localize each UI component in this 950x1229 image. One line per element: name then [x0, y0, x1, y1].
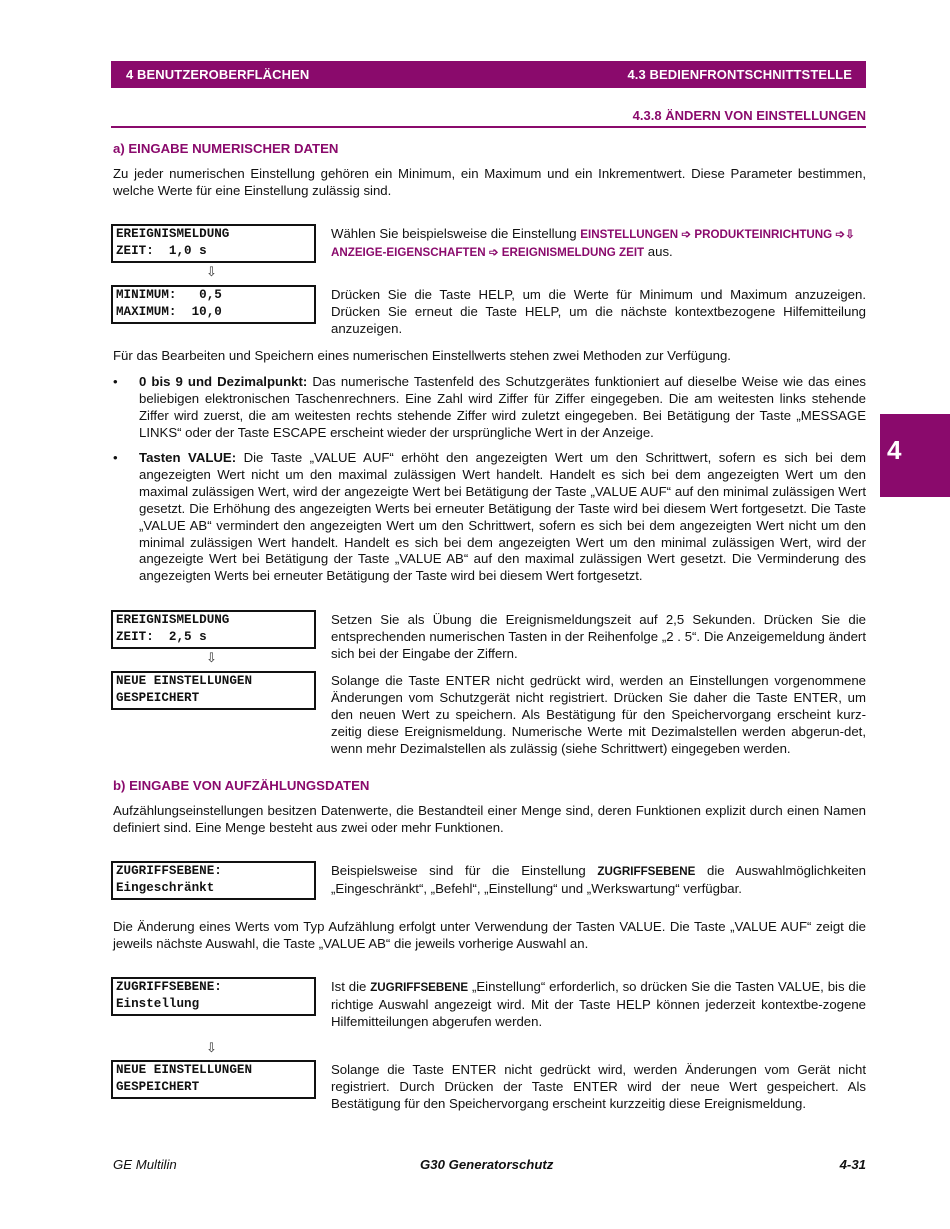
exercise-description: Setzen Sie als Übung die Ereignismeldungszeit auf 2,5 Sekunden. Drücken Sie die entsprechenden numerischen Tasten in der Reihenfolge „2 . 5“. Die Anzeigemeldung ändert sich bei der Eingabe der Ziffern. [331, 612, 866, 661]
lcd-display-access-restricted [111, 861, 316, 900]
lcd-line: NEUE EINSTELLUNGEN [116, 674, 253, 688]
text: die Auswahlmöglichkeiten „Eingeschränkt“, „Befehl“, „Einstellung“ und „Werkswartung“ verfügbar. [331, 863, 866, 896]
enter-description: Solange die Taste ENTER nicht gedrückt wird, werden an Einstellungen vorgenommene Änderungen vom Schutzgerät nicht registriert. Drücken Sie daher die Taste ENTER, um den neuen Wert zu speichern. Als Bestätigung für den Speichervorgang erscheint kurz-zeitig diese Ereignismeldung. Numerische Werte mit Dezimalstellen werden abgerun-det, wenn mehr Dezimalstellen als zulässig (siehe Schrittwert) eingegeben werden. [331, 673, 866, 756]
path-arrow-icon: ➩ [678, 228, 695, 241]
access-level-description [331, 863, 866, 898]
bullet-text: Die Taste „VALUE AUF“ erhöht den angezeigten Wert um den Schrittwert, sofern es sich bei dem angezeigten Wert nicht um den maximal zulässigen Wert handelt. Handelt es sich bei dem angezeigten Wert um den maximal zulässigen Wert, wird der angezeigte Wert bei Betätigung der Taste „VALUE AUF“ auf den minimal zulässigen Wert gesetzt. Die Erhöhung des angezeigten Werts bei erneuter Betätigung der Taste wird bei diesem Wert fortgesetzt. Die Taste „VALUE AB“ vermindert den angezeigten Wert um den Schrittwert, sofern es sich bei dem angezeigten Wert nicht um den minimal zulässigen Wert handelt. Handelt es sich bei dem angezeigten Wert um den minimal zulässigen Wert, wird der angezeigte Wert bei Betätigung der Taste „VALUE AB“ auf den maximal zulässigen Wert gesetzt. Die Verminderung des angezeigten Werts bei erneuter Betätigung der Taste wird bei diesem Wert fortgesetzt. [139, 450, 866, 584]
chapter-tab [880, 414, 950, 497]
bullet: • [113, 450, 118, 465]
lcd-line: ZEIT: 1,0 s [116, 244, 207, 258]
chapter-header-bar [111, 61, 866, 88]
text: „Einstellung“ erforderlich, so drücken Sie die Tasten VALUE, bis die richtige Auswahl angezeigt wird. Mit der Taste HELP können jederzeit kontextbe-zogene Hilfemitteilungen abgerufen werden. [331, 979, 866, 1029]
lcd-line: GESPEICHERT [116, 1080, 200, 1094]
subsection-title: 4.3.8 ÄNDERN VON EINSTELLUNGEN [632, 108, 866, 123]
lcd-display-saved [111, 1060, 316, 1099]
select-setting-description [331, 226, 866, 262]
footer-page-number: 4-31 [839, 1157, 866, 1172]
lcd-display-saved [111, 671, 316, 710]
footer-company: GE Multilin [113, 1157, 177, 1172]
lcd-line: Einstellung [116, 997, 200, 1011]
text: Ist die [331, 979, 371, 994]
down-arrow-icon: ⇩ [206, 650, 217, 665]
bullet: • [113, 374, 118, 389]
help-description: Drücken Sie die Taste HELP, um die Werte für Minimum und Maximum anzuzeigen. Drücken Sie erneut die Taste HELP, um die nächste kontextbezogene Hilfemitteilung anzuzeigen. [331, 287, 866, 336]
bullet-title: 0 bis 9 und Dezimalpunkt: [139, 374, 308, 389]
footer-product: G30 Generatorschutz [420, 1157, 554, 1172]
text: aus. [644, 243, 673, 259]
setting-name: ZUGRIFFSEBENE [370, 981, 469, 994]
setting-path: ANZEIGE-EIGENSCHAFTEN [331, 245, 486, 259]
text: Beispielsweise sind für die Einstellung [331, 863, 598, 878]
lcd-display-event-time-new [111, 610, 316, 649]
down-arrow-icon: ⇩ [206, 264, 217, 279]
bullet-title: Tasten VALUE: [139, 450, 237, 465]
section-b-title: b) EINGABE VON AUFZÄHLUNGSDATEN [113, 778, 370, 793]
enum-change-text: Die Änderung eines Werts vom Typ Aufzählung erfolgt unter Verwendung der Tasten VALUE. Die Taste „VALUE AUF“ zeigt die jeweils nächste Auswahl, die Taste „VALUE AB“ die jeweils vorherige Auswahl an. [113, 919, 866, 951]
lcd-display-access-setting [111, 977, 316, 1016]
lcd-display-event-time [111, 224, 316, 263]
chapter-tab-number: 4 [887, 435, 902, 465]
chapter-title: 4 BENUTZEROBERFLÄCHEN [126, 67, 310, 82]
section-b-intro: Aufzählungseinstellungen besitzen Datenwerte, die Bestandteil einer Menge sind, deren Funktionen explizit durch einen Namen definiert sind. Eine Menge besteht aus zwei oder mehr Funktionen. [113, 803, 866, 835]
setting-path: EINSTELLUNGEN [580, 228, 679, 241]
path-arrow-icon: ➩⇩ [832, 228, 855, 241]
lcd-line: EREIGNISMELDUNG [116, 227, 230, 241]
lcd-display-min-max [111, 285, 316, 324]
bullet-value-keys [139, 450, 866, 585]
lcd-line: GESPEICHERT [116, 691, 200, 705]
methods-text: Für das Bearbeiten und Speichern eines numerischen Einstellwerts stehen zwei Methoden zur Verfügung. [113, 348, 731, 363]
section-title: 4.3 BEDIENFRONTSCHNITTSTELLE [627, 67, 852, 82]
section-a-intro: Zu jeder numerischen Einstellung gehören ein Minimum, ein Maximum und ein Inkrementwert. Diese Parameter bestimmen, welche Werte für eine Einstellung zulässig sind. [113, 166, 866, 198]
enter-save-description: Solange die Taste ENTER nicht gedrückt wird, werden Änderungen vom Gerät nicht registriert. Durch Drücken der Taste ENTER wird der neue Wert gespeichert. Als Bestätigung für den Speichervorgang erscheint kurzzeitig diese Ereignismeldung. [331, 1062, 866, 1111]
path-arrow-icon: ➩ [485, 245, 502, 259]
bullet-numeric-keys [139, 374, 866, 442]
lcd-line: ZEIT: 2,5 s [116, 630, 207, 644]
lcd-line: MINIMUM: 0,5 [116, 288, 222, 302]
access-setting-description [331, 979, 866, 1031]
section-a-title: a) EINGABE NUMERISCHER DATEN [113, 141, 339, 156]
setting-path: PRODUKTEINRICHTUNG [694, 228, 833, 241]
down-arrow-icon: ⇩ [206, 1040, 217, 1055]
lcd-line: ZUGRIFFSEBENE: [116, 980, 222, 994]
lcd-line: NEUE EINSTELLUNGEN [116, 1063, 253, 1077]
lcd-line: Eingeschränkt [116, 881, 215, 895]
setting-name: ZUGRIFFSEBENE [597, 865, 696, 878]
bullet-text: Das numerische Tastenfeld des Schutzgerätes funktioniert auf dieselbe Weise wie das eines beliebigen elektronischen Taschenrechners. Eine Zahl wird Ziffer für Ziffer eingegeben. Die am weitesten links stehende Ziffer wird zuerst, die am weitesten rechts stehende Ziffer wird zuletzt eingegeben. Bei Betätigung der Taste „MESSAGE LINKS“ oder der Taste ESCAPE erscheint wieder der ursprüngliche Wert in der Anzeige. [139, 374, 867, 440]
lcd-line: EREIGNISMELDUNG [116, 613, 230, 627]
setting-path: EREIGNISMELDUNG ZEIT [501, 245, 645, 259]
text: Wählen Sie beispielsweise die Einstellung [331, 226, 581, 241]
lcd-line: ZUGRIFFSEBENE: [116, 864, 222, 878]
lcd-line: MAXIMUM: 10,0 [116, 305, 222, 319]
subsection-rule [111, 126, 866, 128]
